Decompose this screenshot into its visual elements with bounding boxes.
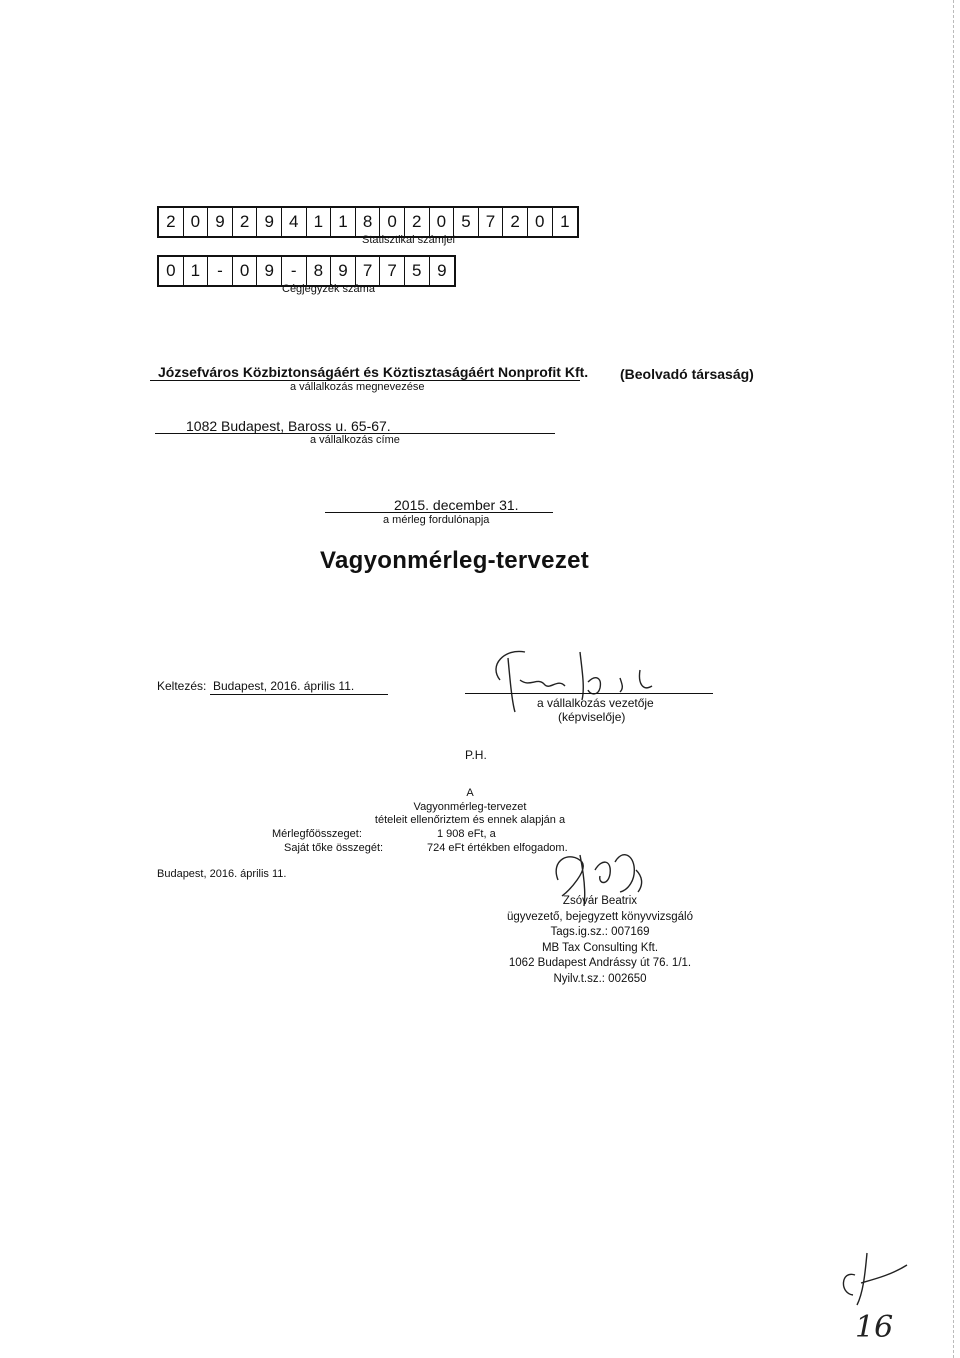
registry-number-digit: - <box>282 257 307 285</box>
stat-number-digit: 9 <box>208 208 233 236</box>
page-number: 16 <box>855 1310 894 1345</box>
stat-number-digit: 7 <box>479 208 504 236</box>
audit-total-label: Mérlegfőösszeget: <box>272 828 362 840</box>
stat-number-digit: 0 <box>380 208 405 236</box>
stat-number-digit: 2 <box>503 208 528 236</box>
auditor-name: Zsóvár Beatrix <box>562 895 638 907</box>
manager-label: a vállalkozás vezetője <box>537 696 654 710</box>
audit-line-1: A <box>466 787 474 799</box>
registry-number-digit: 5 <box>405 257 430 285</box>
audit-line-3: tételeit ellenőriztem és ennek alapján a <box>374 814 566 826</box>
registry-number-digit: 7 <box>380 257 405 285</box>
registry-number-digit: 0 <box>233 257 258 285</box>
auditor-license: Nyilv.t.sz.: 002650 <box>553 972 647 985</box>
company-address: 1082 Budapest, Baross u. 65-67. <box>186 418 391 434</box>
audit-equity-value: 724 eFt értékben elfogadom. <box>427 842 568 854</box>
company-address-label: a vállalkozás címe <box>310 434 400 446</box>
stat-number-digit: 0 <box>528 208 553 236</box>
company-name-label: a vállalkozás megnevezése <box>290 381 425 393</box>
stat-number-digit: 1 <box>560 212 570 231</box>
registry-number-digit: 9 <box>257 257 282 285</box>
balance-date-underline <box>325 512 553 513</box>
stat-number-digit: 1 <box>307 208 332 236</box>
issue-label: Keltezés: <box>157 679 207 693</box>
document-title: Vagyonmérleg-tervezet <box>320 547 590 574</box>
stat-number-digit: 2 <box>405 208 430 236</box>
stamp-placeholder: P.H. <box>465 748 487 762</box>
registry-number-label: Cégjegyzék száma <box>282 283 375 295</box>
registry-number-digit: 1 <box>184 257 209 285</box>
stat-number-digit: 5 <box>454 208 479 236</box>
registry-number-digit: 9 <box>331 257 356 285</box>
auditor-role: ügyvezető, bejegyzett könyvvizsgáló <box>506 910 694 923</box>
audit-line-2: Vagyonmérleg-tervezet <box>413 801 527 813</box>
audit-equity-label: Saját tőke összegét: <box>284 842 384 854</box>
scan-edge <box>953 0 955 1358</box>
stat-number-digit: 2 <box>159 208 184 236</box>
stat-number-digit: 0 <box>184 208 209 236</box>
company-name: Józsefváros Közbiztonságáért és Köztisztaságáért Nonprofit Kft. <box>158 364 589 380</box>
manager-label-sub: (képviselője) <box>558 710 626 724</box>
audit-total-value: 1 908 eFt, a <box>437 828 496 840</box>
handwritten-initials <box>835 1245 915 1315</box>
stat-number-digit: 4 <box>282 208 307 236</box>
auditor-reg: Tags.ig.sz.: 007169 <box>550 926 650 938</box>
balance-date: 2015. december 31. <box>394 497 519 513</box>
balance-date-label: a mérleg fordulónapja <box>383 514 490 526</box>
registry-number-digit: 8 <box>307 257 332 285</box>
auditor-address: 1062 Budapest Andrássy út 76. 1/1. <box>508 957 692 969</box>
stat-number-digit: 9 <box>257 208 282 236</box>
stat-number-digit: 0 <box>430 208 455 236</box>
manager-signature-line <box>465 693 713 694</box>
stat-number-digit: 1 <box>331 208 356 236</box>
merger-note: (Beolvadó társaság) <box>620 366 754 382</box>
stat-number-digit: 8 <box>356 208 381 236</box>
stat-number-label: Statisztikai számjel <box>362 234 455 246</box>
registry-number-digit: 9 <box>437 261 447 280</box>
registry-number-digit: 0 <box>159 257 184 285</box>
stat-number-digit: 2 <box>233 208 258 236</box>
issue-value: Budapest, 2016. április 11. <box>213 679 355 693</box>
registry-number-digit: - <box>208 257 233 285</box>
auditor-firm: MB Tax Consulting Kft. <box>541 941 659 954</box>
auditor-block <box>490 894 710 987</box>
registry-number-digit: 7 <box>356 257 381 285</box>
audit-date: Budapest, 2016. április 11. <box>157 868 287 880</box>
issue-underline <box>210 694 388 695</box>
